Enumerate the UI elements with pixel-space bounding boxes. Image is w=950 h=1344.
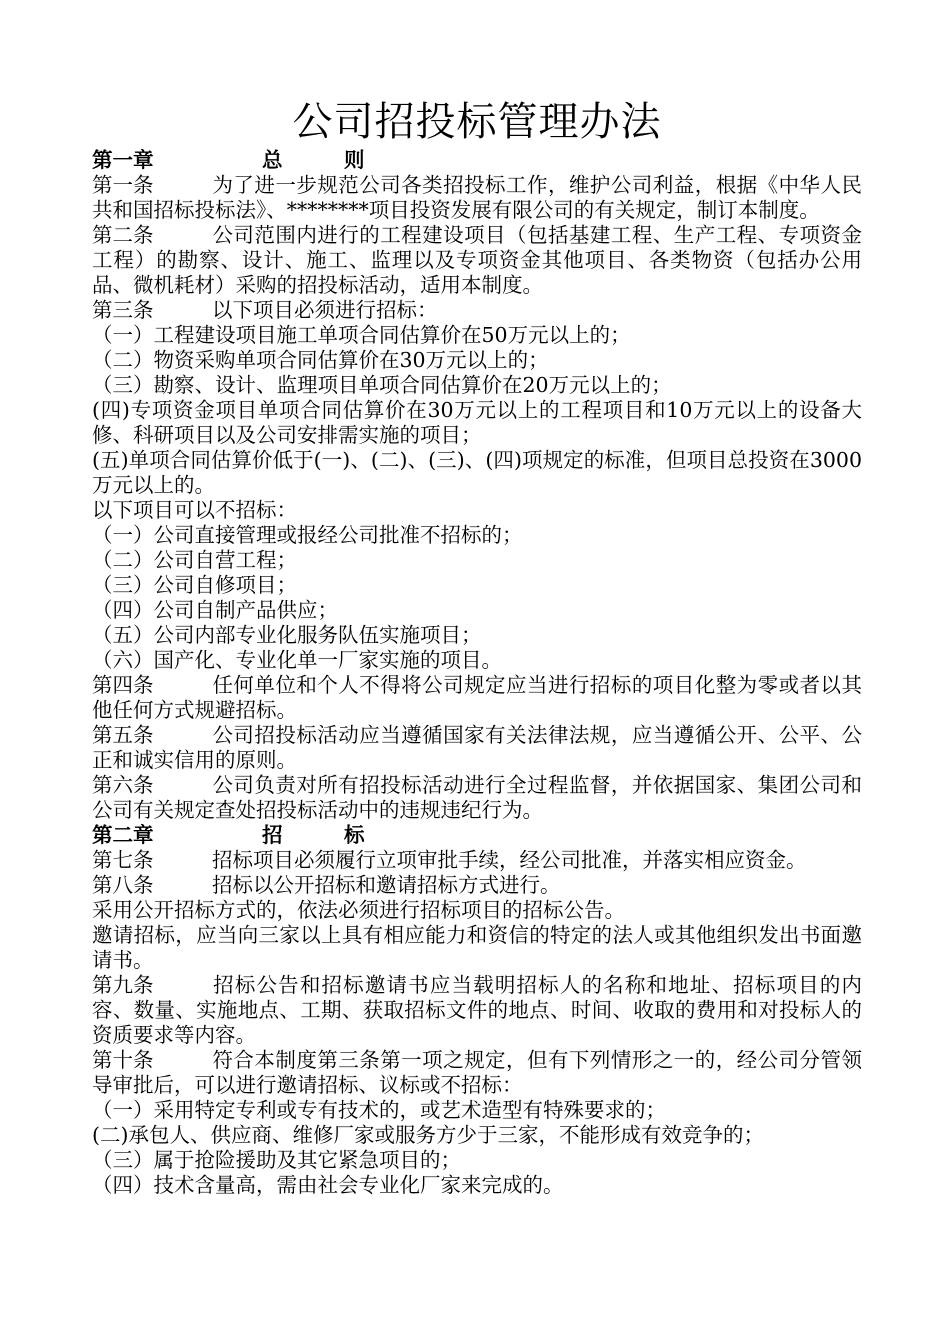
- article-7: [92, 848, 862, 873]
- list-item: （三）公司自修项目；: [92, 573, 297, 597]
- article-label: 第三条: [92, 298, 154, 322]
- chapter-heading: [92, 823, 862, 848]
- article-text: 招标以公开招标和邀请招标方式进行。: [212, 873, 561, 897]
- article-6: [92, 773, 862, 823]
- list-item: (五)单项合同估算价低于(一)、(二)、(三)、(四)项规定的标准，但项目总投资在3000万元以上的。: [92, 448, 862, 497]
- document-page: [92, 96, 862, 1198]
- chapter-name: 招标: [262, 823, 426, 847]
- article-text: 任何单位和个人不得将公司规定应当进行招标的项目化整为零或者以其他任何方式规避招标。: [92, 673, 862, 722]
- article-2: [92, 223, 862, 298]
- article-label: 第十条: [92, 1048, 154, 1072]
- list-item: （三）勘察、设计、监理项目单项合同估算价在20万元以上的；: [92, 373, 672, 397]
- list-item: （一）采用特定专利或专有技术的，或艺术造型有特殊要求的；: [92, 1098, 666, 1122]
- list-item: （二）物资采购单项合同估算价在30万元以上的；: [92, 348, 549, 372]
- list-item: （一）工程建设项目施工单项合同估算价在50万元以上的；: [92, 323, 631, 347]
- article-label: 第八条: [92, 873, 154, 897]
- list-item: （六）国产化、专业化单一厂家实施的项目。: [92, 648, 502, 672]
- list-item: （五）公司内部专业化服务队伍实施项目；: [92, 623, 482, 647]
- article-label: 第一条: [92, 173, 154, 197]
- chapter-heading: [92, 148, 862, 173]
- article-text: 公司负责对所有招投标活动进行全过程监督，并依据国家、集团公司和公司有关规定查处招投标活动中的违规违纪行为。: [92, 773, 862, 822]
- article-label: 第五条: [92, 723, 154, 747]
- article-text: 招标公告和招标邀请书应当载明招标人的名称和地址、招标项目的内容、数量、实施地点、工期、获取招标文件的地点、时间、收取的费用和对投标人的资质要求等内容。: [92, 973, 862, 1047]
- article-text: 以下项目必须进行招标：: [212, 298, 438, 322]
- chapter-name: 总则: [262, 148, 426, 172]
- article-8: [92, 873, 862, 898]
- list-item: （三）属于抢险援助及其它紧急项目的；: [92, 1148, 461, 1172]
- article-4: [92, 673, 862, 723]
- list-item: (四)专项资金项目单项合同估算价在30万元以上的工程项目和10万元以上的设备大修、科研项目以及公司安排需实施的项目；: [92, 398, 862, 447]
- article-text: 公司范围内进行的工程建设项目（包括基建工程、生产工程、专项资金工程）的勘察、设计、施工、监理以及专项资金其他项目、各类物资（包括办公用品、微机耗材）采购的招投标活动，适用本制度。: [92, 223, 862, 297]
- article-10: [92, 1048, 862, 1098]
- document-title: 公司招投标管理办法: [292, 99, 662, 145]
- list-item: （一）公司直接管理或报经公司批准不招标的；: [92, 523, 523, 547]
- article-label: 第六条: [92, 773, 154, 797]
- article-label: 第二条: [92, 223, 154, 247]
- article-label: 第四条: [92, 673, 154, 697]
- article-text: 符合本制度第三条第一项之规定，但有下列情形之一的，经公司分管领导审批后，可以进行邀请招标、议标或不招标：: [92, 1048, 862, 1097]
- list-item: （四）技术含量高，需由社会专业化厂家来完成的。: [92, 1173, 564, 1197]
- article-text: 为了进一步规范公司各类招投标工作，维护公司利益，根据《中华人民共和国招标投标法》、********项目投资发展有限公司的有关规定，制订本制度。: [92, 173, 862, 222]
- article-text: 公司招投标活动应当遵循国家有关法律法规，应当遵循公开、公平、公正和诚实信用的原则。: [92, 723, 862, 772]
- paragraph: 以下项目可以不招标：: [92, 498, 297, 522]
- article-9: [92, 973, 862, 1048]
- list-item: (二)承包人、供应商、维修厂家或服务方少于三家，不能形成有效竞争的；: [92, 1123, 764, 1147]
- article-label: 第七条: [92, 848, 154, 872]
- article-5: [92, 723, 862, 773]
- article-text: 招标项目必须履行立项审批手续，经公司批准，并落实相应资金。: [212, 848, 807, 872]
- list-item: （二）公司自营工程；: [92, 548, 297, 572]
- list-item: （四）公司自制产品供应；: [92, 598, 338, 622]
- chapter-label: 第一章: [92, 148, 154, 172]
- chapter-label: 第二章: [92, 823, 154, 847]
- article-1: [92, 173, 862, 223]
- article-3: [92, 298, 862, 323]
- paragraph: 采用公开招标方式的，依法必须进行招标项目的招标公告。: [92, 898, 625, 922]
- article-label: 第九条: [92, 973, 154, 997]
- paragraph: 邀请招标，应当向三家以上具有相应能力和资信的特定的法人或其他组织发出书面邀请书。: [92, 923, 862, 972]
